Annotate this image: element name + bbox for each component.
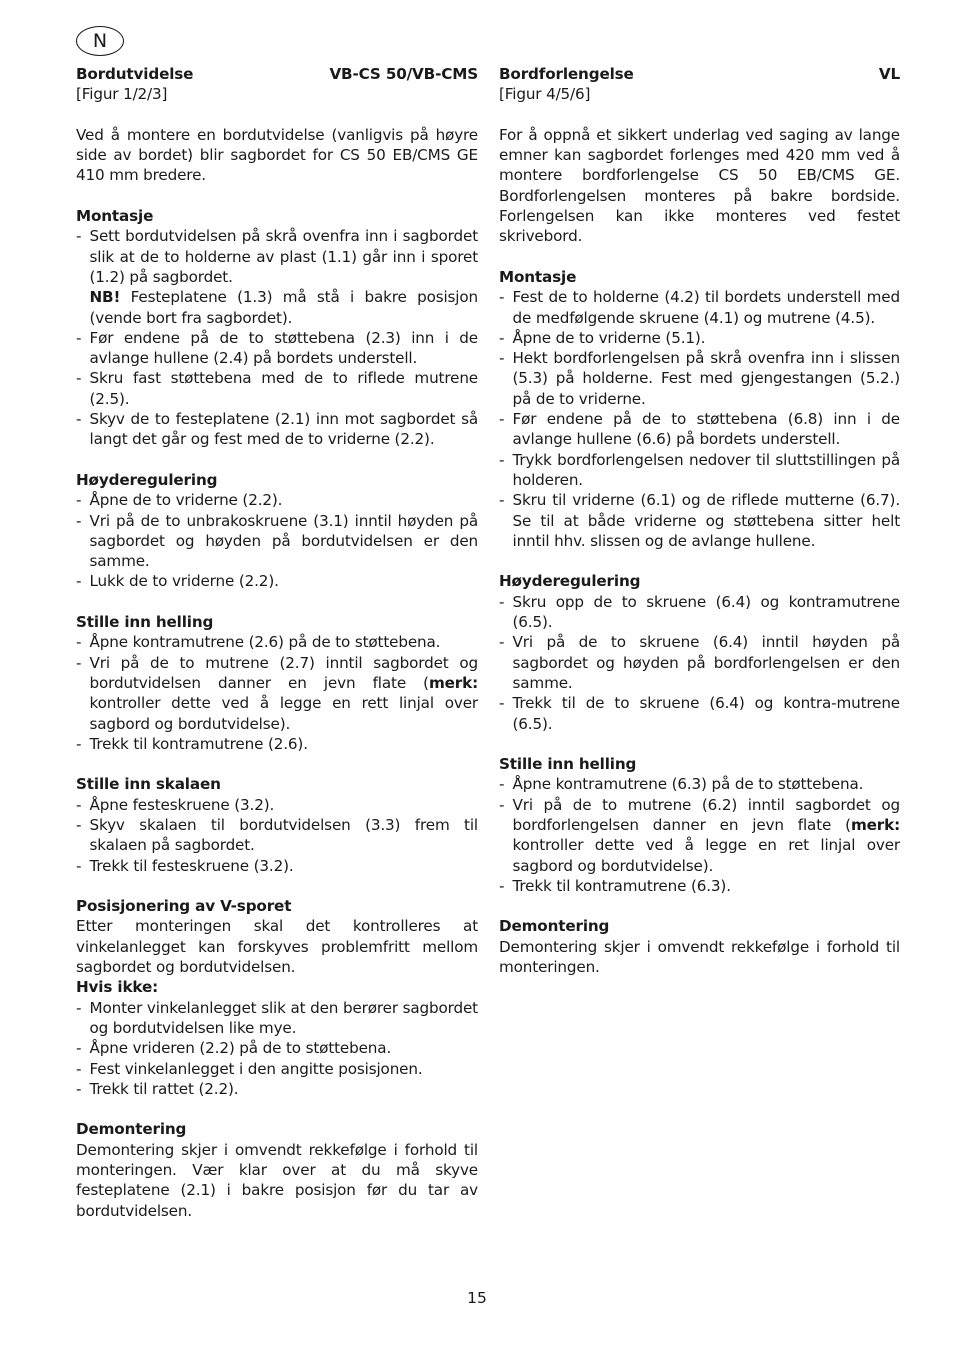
section-title: Bordutvidelse <box>76 65 194 83</box>
merk-label: merk: <box>428 673 478 692</box>
montasje-list <box>76 226 478 287</box>
list-item: - Åpne kontramutrene (6.3) på de to støttebena. <box>499 774 900 794</box>
hoyde-list <box>499 592 900 734</box>
list-item: - Skru til vriderne (6.1) og de riflede mutterne (6.7). Se til at både vriderne og støttebena sitter helt inntil hhv. slissen og de avlange hullene. <box>499 490 900 551</box>
list-item: - Sett bordutvidelsen på skrå ovenfra inn i sagbordet slik at de to holderne av plast (1.1) går inn i sporet (1.2) på sagbordet. <box>76 226 478 287</box>
list-item: - Skyv de to festeplatene (2.1) inn mot sagbordet så langt det går og fest med de to vriderne (2.2). <box>76 409 478 450</box>
note-paragraph <box>76 287 478 328</box>
list-item: - Trekk til kontramutrene (6.3). <box>499 876 900 896</box>
vspor-paragraph: Etter monteringen skal det kontrolleres at vinkelanlegget kan forskyves problemfritt mellom sagbordet og bordutvidelsen. <box>76 917 478 977</box>
text: kontroller dette ved å legge en rett linjal over sagbord og bordutvidelse). <box>89 694 478 733</box>
section-title: Bordforlengelse <box>499 65 634 83</box>
montasje-list-continued <box>76 328 478 450</box>
page-number: 15 <box>467 1289 487 1307</box>
intro-paragraph: For å oppnå et sikkert underlag ved saging av lange emner kan sagbordet forlenges med 420 mm ved å montere bordforlengelse CS 50 EB/CMS GE. Bordforlengelsen monteres på bakre bordside. Forlengelsen kan ikke monteres ved festet skrivebord. <box>499 125 900 246</box>
intro-paragraph: Ved å montere en bordutvidelse (vanligvis på høyre side av bordet) blir sagbordet for CS 50 EB/CMS GE 410 mm bredere. <box>76 125 478 185</box>
list-item: - Skru fast støttebena med de to riflede mutrene (2.5). <box>76 368 478 409</box>
list-item: - Lukk de to vriderne (2.2). <box>76 571 478 591</box>
demontering-paragraph: Demontering skjer i omvendt rekkefølge i forhold til monteringen. Vær klar over at du må skyve festeplatene (2.1) i bakre posisjon før du tar av bordutvidelsen. <box>76 1140 478 1220</box>
heading-skala: Stille inn skalaen <box>76 775 221 794</box>
figure-reference: [Figur 1/2/3] <box>76 85 168 104</box>
heading-helling: Stille inn helling <box>499 755 637 774</box>
heading-helling: Stille inn helling <box>76 613 214 632</box>
right-column <box>499 64 900 977</box>
note-label: NB! <box>89 288 121 307</box>
heading-hvis-ikke: Hvis ikke: <box>76 978 159 997</box>
list-item: - Hekt bordforlengelsen på skrå ovenfra inn i slissen (5.3) på holderne. Fest med gjengestangen (5.2.) på de to vriderne. <box>499 348 900 409</box>
montasje-list <box>499 287 900 551</box>
list-item: - Åpne vrideren (2.2) på de to støttebena. <box>76 1038 478 1058</box>
list-item: - Fest de to holderne (4.2) til bordets understell med de medfølgende skruene (4.1) og mutrene (4.5). <box>499 287 900 328</box>
heading-hoyderegulering: Høyderegulering <box>499 572 641 591</box>
model-code: VB-CS 50/VB-CMS <box>329 65 478 83</box>
list-item: - Trekk til festeskruene (3.2). <box>76 856 478 876</box>
list-item: - Monter vinkelanlegget slik at den berører sagbordet og bordutvidelsen like mye. <box>76 998 478 1039</box>
figure-reference: [Figur 4/5/6] <box>499 85 591 104</box>
list-item: - Trekk til de to skruene (6.4) og kontra-mutrene (6.5). <box>499 693 900 734</box>
list-item <box>499 795 900 876</box>
language-badge: N <box>76 26 124 56</box>
list-item: - Åpne festeskruene (3.2). <box>76 795 478 815</box>
list-item: - Skyv skalaen til bordutvidelsen (3.3) frem til skalaen på sagbordet. <box>76 815 478 856</box>
note-text: Festeplatene (1.3) må stå i bakre posisjon (vende bort fra sagbordet). <box>89 288 478 327</box>
list-item: - Før endene på de to støttebena (6.8) inn i de avlange hullene (6.6) på bordets understell. <box>499 409 900 450</box>
helling-list <box>499 774 900 896</box>
hoyde-list <box>76 490 478 591</box>
left-column <box>76 64 478 1221</box>
heading-demontering: Demontering <box>76 1120 187 1139</box>
heading-montasje: Montasje <box>499 267 577 286</box>
list-item: - Skru opp de to skruene (6.4) og kontramutrene (6.5). <box>499 592 900 633</box>
skala-list <box>76 795 478 876</box>
list-item: - Trekk til rattet (2.2). <box>76 1079 478 1099</box>
list-item: - Vri på de to unbrakoskruene (3.1) inntil høyden på sagbordet og høyden på bordutvidelsen er den samme. <box>76 511 478 572</box>
text: Vri på de to mutrene (6.2) inntil sagbordet og bordforlengelsen danner en jevn flate ( <box>512 795 900 834</box>
list-item: - Vri på de to skruene (6.4) inntil høyden på sagbordet og høyden på bordforlengelsen er den samme. <box>499 632 900 693</box>
text: Vri på de to mutrene (2.7) inntil sagbordet og bordutvidelsen danner en jevn flate ( <box>89 653 478 692</box>
vspor-list <box>76 998 478 1099</box>
text: kontroller dette ved å legge en ret linjal over sagbord og bordutvidelse). <box>512 836 900 875</box>
list-item: - Åpne kontramutrene (2.6) på de to støttebena. <box>76 632 478 652</box>
list-item: - Åpne de to vriderne (5.1). <box>499 328 900 348</box>
list-item: - Trykk bordforlengelsen nedover til sluttstillingen på holderen. <box>499 450 900 491</box>
heading-montasje: Montasje <box>76 207 154 226</box>
heading-hoyderegulering: Høyderegulering <box>76 470 218 489</box>
merk-label: merk: <box>850 815 900 834</box>
model-code: VL <box>878 65 900 83</box>
section-header-bordutvidelse <box>76 64 478 84</box>
list-item: - Før endene på de to støttebena (2.3) inn i de avlange hullene (2.4) på bordets understell. <box>76 328 478 369</box>
heading-vspor: Posisjonering av V-sporet <box>76 897 292 916</box>
list-item <box>76 653 478 734</box>
section-header-bordforlengelse <box>499 64 900 84</box>
demontering-paragraph: Demontering skjer i omvendt rekkefølge i forhold til monteringen. <box>499 937 900 977</box>
helling-list <box>76 632 478 754</box>
list-item: - Fest vinkelanlegget i den angitte posisjonen. <box>76 1059 478 1079</box>
heading-demontering: Demontering <box>499 917 610 936</box>
list-item: - Åpne de to vriderne (2.2). <box>76 490 478 510</box>
list-item: - Trekk til kontramutrene (2.6). <box>76 734 478 754</box>
